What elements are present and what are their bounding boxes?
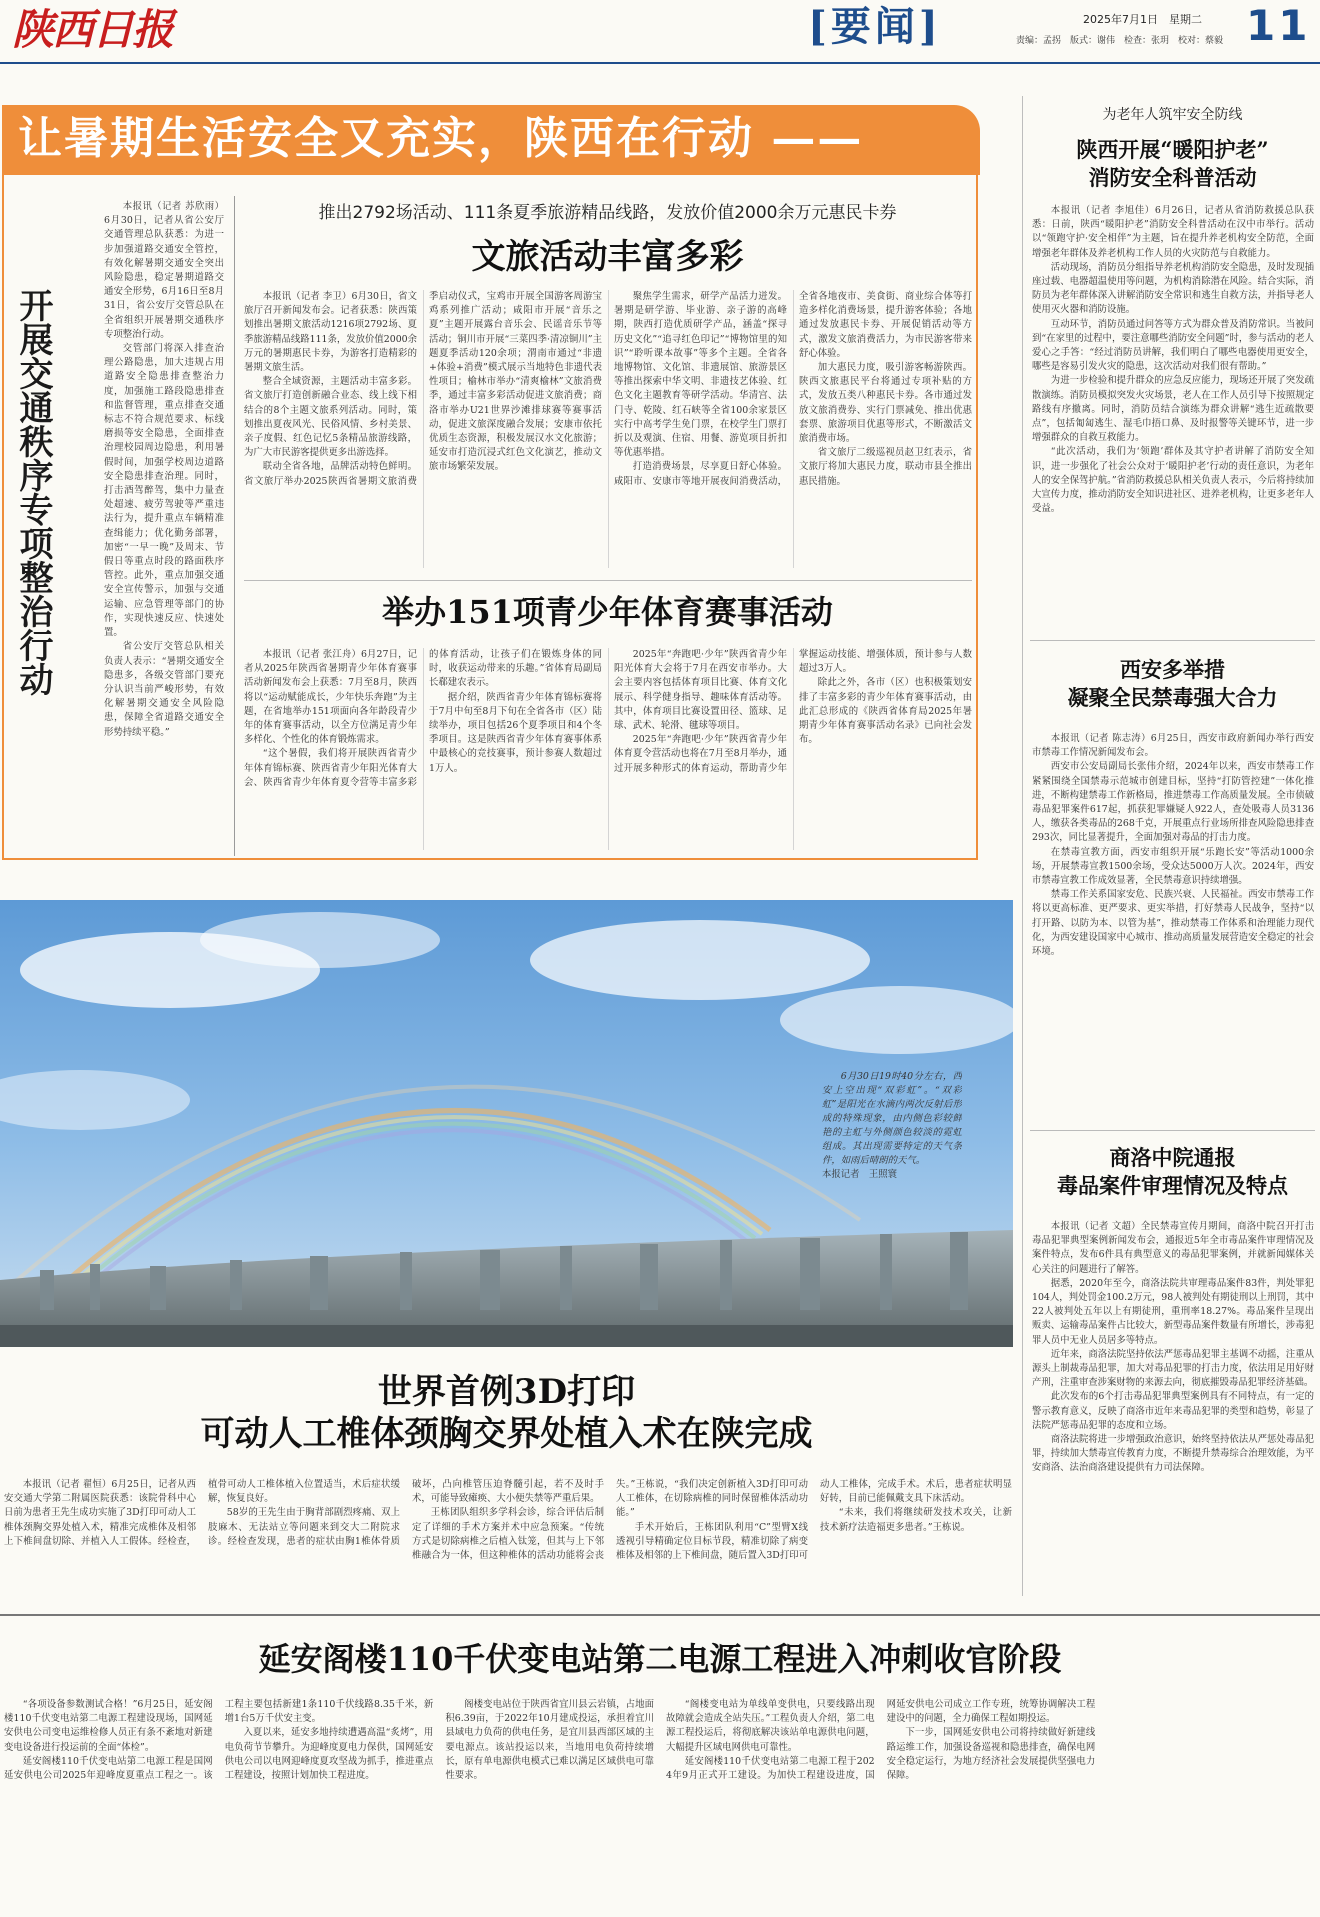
youth-para: 除此之外，各市（区）也积极策划安排了丰富多彩的青少年体育赛事活动，由此汇总形成的《陕西省体育局2025年暑期青少年体育赛事活动名录》已向社会发布。 (799, 677, 972, 746)
spine-para: 王栋团队组织多学科会诊，综合评估后制定了详细的手术方案并术中应急预案。“传统方式是切除病椎之后植入钛笼，但其与上下邻椎融合为一体，但这种椎体的活动功能将会丧失。”王栋说，“我们决定创新植入3D打印可动人工椎体，在切除病椎的同时保留椎体活动功能。” (412, 1479, 808, 1562)
culture-para: 省文旅厅二级巡视员赵卫红表示，省文旅厅将加大惠民力度，联动市县全推出惠民措施。 (799, 447, 972, 487)
page-number: 11 (1246, 1, 1311, 50)
culture-para: 整合全域资源，主题活动丰富多彩。省文旅厅打造创新融合业态、线上线下相结合的8个主题文旅系列活动。同时，策划推出夏夜风光、民俗风情、乡村美景、亲子度假、红色记忆5条精品旅游线路，为广大市民游客提供更多出游选择。 (244, 376, 417, 459)
culture-title: 文旅活动丰富多彩 (471, 237, 744, 277)
spine-body (4, 1478, 1012, 1590)
culture-subtitle: 推出2792场活动、111条夏季旅游精品线路，发放价值2000余万元惠民卡券 (318, 203, 897, 223)
culture-para: 打造消费场景，尽享夏日舒心体验。咸阳市、安康市等地开展夜间消费活动，全省各地夜市、美食街、商业综合体等打造多样化消费场景，提升游客体验；各地通过发放惠民卡券、开展促销活动等方式，激发文旅消费活力，为市民游客带来舒心体验。 (614, 291, 972, 487)
divider (1030, 1130, 1315, 1131)
drugcase-title-2: 毒品案件审理情况及特点 (1057, 1173, 1288, 1198)
photo-caption (822, 1070, 962, 1230)
spine-para: 手术开始后，王栋团队利用“C”型臂X线透视引导精确定位目标节段，精准切除了病变椎体及相邻的上下椎间盘，随后置入3D打印可动人工椎体，完成手术。术后，患者症状明显好转，目前已能佩戴支具下床活动。 (616, 1479, 1012, 1562)
elderly-title-1: 陕西开展“暖阳护老” (1076, 137, 1269, 162)
traffic-article (8, 200, 226, 850)
masthead-rule (0, 62, 1320, 64)
antidrug-para: 禁毒工作关系国家安危、民族兴衰、人民福祉。西安市禁毒工作将以更高标准、更严要求、更实举措，打好禁毒人民战争，坚持“以打开路、以防为本、以管为基”，推动禁毒工作体系和治理能力现代化，为西安建设国家中心城市、推动高质量发展营造安全稳定的社会环境。 (1032, 889, 1314, 958)
elderly-para: 活动现场，消防员分组指导养老机构消防安全隐患，及时发现插座过载、电器超温使用等问题，为机构消除潜在风险。结合实际，消防员为老年群体深入讲解消防安全常识和逃生自救方法，并指导老人使用灭火器和消防设施。 (1032, 261, 1314, 316)
culture-para: 加大惠民力度，吸引游客畅游陕西。陕西文旅惠民平台将通过专项补贴的方式，发放五类八种惠民卡券。各市通过发放文旅消费券、实行门票减免、推出优惠套票、旅游项目优惠等形式，不断激活文旅消费市场。 (799, 362, 972, 445)
editor-credits: 责编：孟拐 版式：谢伟 检查：张玥 校对：蔡毅 (1016, 36, 1224, 46)
youth-para: 2025年“奔跑吧·少年”陕西省青少年体育夏令营活动也将在7月至8月举办，通过开展多种形式的体育运动，帮助青少年掌握运动技能、增强体质，预计参与人数超过3万人。 (614, 649, 972, 774)
drugcase-title-1: 商洛中院通报 (1109, 1145, 1236, 1170)
substation-para: 延安阁楼110千伏变电站第二电源工程是国网延安供电公司2025年迎峰度夏重点工程之一。该工程主要包括新建1条110千伏线路8.35千米，新增1台5万千伏安主变。 (4, 1699, 434, 1782)
substation-para: 阁楼变电站位于陕西省宜川县云岩镇，占地面积6.39亩，于2022年10月建成投运，承担着宜川县域电力负荷的供电任务，是宜川县西部区域的主要电源点。该站投运以来，当地用电负荷持续增长，原有单电源供电模式已难以满足区域供电可靠性要求。 (445, 1699, 654, 1782)
spine-para: 58岁的王先生由于胸背部剧烈疼痛、双上肢麻木、无法站立等问题来到交大二附院求诊。经检查发现，患者的症状由胸1椎体骨质破坏，凸向椎管压迫脊髓引起，若不及时手术，可能导致瘫痪、大小便失禁等严重后果。 (208, 1479, 604, 1547)
traffic-body (104, 200, 224, 850)
section-label: [要闻] (808, 3, 942, 50)
substation-para: “各项设备参数测试合格！”6月25日，延安阁楼110千伏变电站第二电源工程建设现场，国网延安供电公司变电运维检修人员正有条不紊地对新建变电设备进行投运前的全面“体检”。 (4, 1699, 213, 1753)
antidrug-para: 西安市公安局副局长张伟介绍，2024年以来，西安市禁毒工作紧紧围绕全国禁毒示范城市创建目标，坚持“打防管控建”一体化推进，不断构建禁毒工作新格局，推进禁毒工作高质量发展。全市侦破毒品犯罪案件617起，抓获犯罪嫌疑人922人，查处吸毒人员3136人，缴获各类毒品的268千克，开展重点行业场所排查风险隐患排查293次，同比显著提升，全面加强对毒品的打击力度。 (1032, 761, 1314, 844)
drugcase-para: 近年来，商洛法院坚持依法严惩毒品犯罪主基调不动摇，注重从源头上制裁毒品犯罪，加大对毒品犯罪的打击力度，依法用足用好财产刑，注重审查涉案财物的来源去向，彻底摧毁毒品犯罪经济基础。 (1032, 1348, 1314, 1389)
antidrug-title-2: 凝聚全民禁毒强大合力 (1067, 685, 1278, 710)
drugcase-para: 本报讯（记者 文超）全民禁毒宣传月期间，商洛中院召开打击毒品犯罪典型案例新闻发布会，通报近5年全市毒品案件审理情况及案件特点，发布6件具有典型意义的毒品犯罪案例，并就新闻媒体关心关注的问题进行了解答。 (1032, 1221, 1314, 1275)
substation-title: 延安阁楼110千伏变电站第二电源工程进入冲刺收官阶段 (258, 1640, 1062, 1678)
elderly-title-2: 消防安全科普活动 (1088, 165, 1257, 190)
youth-para: “这个暑假，我们将开展陕西省青少年体育锦标赛、陕西省青少年阳光体育大会、陕西省青少年体育夏令营等丰富多彩的体育活动，让孩子们在锻炼身体的同时，收获运动带来的乐趣。”省体育局副局长郗建农表示。 (244, 649, 602, 788)
elderly-para: 本报讯（记者 李旭佳）6月26日，记者从省消防救援总队获悉：日前，陕西“暖阳护老”消防安全科普活动在汉中市举行。活动以“领跑守护·安全相伴”为主题，旨在提升养老机构安全防范，全面增强老年群体及养老机构工作人员的火灾防范与自救能力。 (1032, 205, 1314, 259)
traffic-para: 交管部门将深入排查治理公路隐患，加大违规占用道路安全隐患排查整治力度，加强施工路段隐患排查和监督管理，重点排查交通标志不符合规范要求、标线磨损等安全隐患，全面排查治理校园周边隐患，利用暑假时间，加强学校周边道路安全隐患排查治理。同时，打击酒驾醉驾，集中力量查处超速、疲劳驾驶等严重违法行为，提升重点车辆精准查缉能力；优化勤务部署，加密“一早一晚”及周末、节假日等重点时段的路面秩序管控。此外，重点加强交通安全宣传警示，加强与交通运输、应急管理等部门的协作，实现快速反应、快速处置。 (104, 343, 224, 639)
spine-para: “未来，我们将继续研发技术攻关，让新技术新疗法造福更多患者。”王栋说。 (820, 1507, 1012, 1533)
youth-body (244, 648, 972, 850)
youth-para: 据介绍，陕西省青少年体育锦标赛将于7月中旬至8月下旬在全省各市（区）陆续举办，项目包括26个夏季项目和4个冬季项目。这是陕西省青少年体育赛事体系中最核心的竞技赛事，预计参赛人数超过1万人。 (429, 691, 602, 774)
banner (2, 105, 980, 175)
elderly-para: “此次活动，我们为‘领跑’群体及其守护者讲解了消防安全知识，进一步强化了社会公众对于‘暖阳护老’行动的责任意识，为老年人的安全保驾护航。”省消防救援总队相关负责人表示，今后将持续加大宣传力度，推动消防安全知识进社区、进养老机构，让更多老年人受益。 (1032, 446, 1314, 515)
elderly-kicker: 为老年人筑牢安全防线 (1102, 107, 1243, 123)
spine-title-1: 世界首例3D打印 (377, 1372, 636, 1412)
drugcase-body (1032, 1220, 1314, 1592)
drugcase-para: 据悉，2020年至今，商洛法院共审理毒品案件83件，判处罪犯104人，判处罚金100.2万元，98人被判处有期徒刑以上刑罚，其中22人被判处五年以上有期徒刑，重刑率18.27%。毒品案件呈现出贩卖、运输毒品案件占比较大，新型毒品案件数量有所增长，涉毒犯罪人员中无业人员居多等特点。 (1032, 1277, 1314, 1346)
substation-para: 下一步，国网延安供电公司将持续做好新建线路运维工作，加强设备巡视和隐患排查，确保电网安全稳定运行，为地方经济社会发展提供坚强电力保障。 (886, 1727, 1096, 1782)
antidrug-title-1: 西安多举措 (1120, 657, 1225, 682)
spine-title-2: 可动人工椎体颈胸交界处植入术在陕完成 (200, 1414, 813, 1454)
drugcase-para: 此次发布的6个打击毒品犯罪典型案例具有不同特点，有一定的警示教育意义，反映了商洛市近年来毒品犯罪的类型和趋势，彰显了法院严惩毒品犯罪的态度和立场。 (1032, 1391, 1314, 1431)
youth-para: 2025年“奔跑吧·少年”陕西省青少年阳光体育大会将于7月在西安市举办。大会主要内容包括体育项目比赛、体育文化展示、科学健身指导、趣味体育活动等。其中，体育项目比赛设置田径、篮球、足球、武术、轮滑、毽球等项目。 (614, 649, 787, 732)
youth-title: 举办151项青少年体育赛事活动 (382, 593, 833, 631)
photo-caption-text: 6月30日19时40分左右，西安上空出现“双彩虹”。“双彩虹”是阳光在水滴内两次反射后形成的特殊现象，由内侧色彩较鲜艳的主虹与外侧颜色较淡的霓虹组成。其出现需要特定的天气条件，如雨后晴朗的天气。 (822, 1071, 962, 1166)
culture-para: 聚焦学生需求，研学产品活力迸发。暑期是研学游、毕业游、亲子游的高峰期，陕西打造优质研学产品，涵盖“探寻历史文化”“追寻红色印记”“博物馆里的知识”“聆听课本故事”等多个主题。全省各地博物馆、文化馆、非遗展馆、旅游景区等推出探索中华文明、非遗技艺体验、红色文化主题教育等研学活动。华清宫、法门寺、乾陵、红石峡等全省100余家景区实行中高考学生免门票，在校学生门票打折以及观演、住宿、用餐、游览项目折扣等优惠举措。 (614, 291, 787, 459)
substation-para: 延安阁楼110千伏变电站第二电源工程于2024年9月正式开工建设。为加快工程建设进度，国网延安供电公司成立工作专班，统筹协调解决工程建设中的问题，全力确保工程如期投运。 (665, 1699, 1096, 1782)
culture-body (244, 290, 972, 568)
photo-credit: 本报记者 王照寰 (822, 1169, 898, 1180)
elderly-body (1032, 204, 1314, 624)
divider (234, 196, 235, 856)
newspaper-logo: 陕西日报 (12, 5, 173, 54)
elderly-para: 互动环节，消防员通过问答等方式为群众普及消防常识。当被问到“在家里的过程中，要注意哪些消防安全问题”时，参与活动的老人爱心之手答：“经过消防员讲解，我们明白了哪些电器使用更安全，哪些是容易引发火灾的隐患，这次活动对我们很有帮助。” (1032, 318, 1314, 373)
traffic-para: 省公安厅交管总队相关负责人表示：“暑期交通安全隐患多，各级交管部门要充分认识当前严峻形势，有效化解暑期交通安全风险隐患，保障全省道路交通安全形势持续平稳。” (104, 641, 224, 738)
divider (0, 1614, 1320, 1616)
drugcase-para: 商洛法院将进一步增强政治意识，始终坚持依法从严惩处毒品犯罪，持续加大禁毒宣传教育力度，不断提升禁毒综合治理效能，为平安商洛、法治商洛建设提供有力司法保障。 (1032, 1434, 1314, 1474)
youth-para: 本报讯（记者 张江舟）6月27日，记者从2025年陕西省暑期青少年体育赛事活动新闻发布会上获悉：7月至8月，陕西将以“运动赋能成长，少年快乐奔跑”为主题，在省地举办151项面向各年龄段青少年的体育赛事活动，以全方位满足青少年多样化、个性化的体育锻炼需求。 (244, 649, 417, 746)
substation-body (4, 1698, 1316, 1912)
elderly-para: 为进一步检验和提升群众的应急反应能力，现场还开展了突发疏散演练。消防员模拟突发火灾场景，老人在工作人员引导下按照规定路线有序撤离。同时，消防员结合演练为群众讲解“逃生近疏散要点”，包括匍匐逃生、湿毛巾捂口鼻、及时报警等关键环节，进一步增强群众的自救互救能力。 (1032, 375, 1314, 444)
masthead (0, 0, 1320, 62)
antidrug-para: 本报讯（记者 陈志涛）6月25日，西安市政府新闻办举行西安市禁毒工作情况新闻发布会。 (1032, 733, 1314, 759)
culture-para: 联动全省各地，品牌活动特色鲜明。省文旅厅举办2025陕西省暑期文旅消费季启动仪式，宝鸡市开展全国游客周游宝鸡系列推广活动；咸阳市开展“音乐之夏”主题开展露台音乐会、民谣音乐节等活动；铜川市开展“三菜四季·清凉铜川”主题夏季活动120余项；渭南市通过“非遗+体验+消费”模式展示当地特色非遗代表性项目；榆林市举办“清爽榆林”文旅消费季，通过丰富多彩活动促进文旅消费；商洛市举办U21世界沙滩排球赛等赛事活动，促进文旅深度融合发展；安康市依托优质生态资源，积极发展汉水文化旅游；延安市打造沉浸式红色文化演艺，推动文旅市场繁荣发展。 (244, 291, 602, 487)
culture-para: 本报讯（记者 李卫）6月30日，省文旅厅召开新闻发布会。记者获悉：陕西策划推出暑期文旅活动1216项2792场、夏季旅游精品线路111条，发放价值2000余万元的暑期惠民卡券，为游客打造精彩的暑期文旅生活。 (244, 291, 418, 374)
spine-para: 本报讯（记者 翟恒）6月25日，记者从西安交通大学第二附属医院获悉：该院骨科中心日前为患者王先生成功实施了3D打印可动人工椎体颈胸交界处植入术，精准完成椎体及相邻上下椎间盘切除、并植入人工假体。经检查，植骨可动人工椎体植入位置适当，术后症状缓解，恢复良好。 (4, 1479, 400, 1547)
antidrug-body (1032, 732, 1314, 1122)
traffic-para: 本报讯（记者 苏欣雨）6月30日，记者从省公安厅交通管理总队获悉：为进一步加强道路交通安全管控，有效化解暑期交通安全突出风险隐患，稳定暑期道路交通安全形势，6月16日至8月31日，省公安厅交管总队在全省组织开展暑期交通秩序专项整治行动。 (104, 201, 224, 340)
substation-para: “阁楼变电站为单线单变供电，只要线路出现故障就会造成全站失压。”工程负责人介绍，第二电源工程投运后，将彻底解决该站单电源供电问题，大幅提升区域电网供电可靠性。 (665, 1699, 875, 1753)
substation-para: 入夏以来，延安多地持续遭遇高温“炙烤”，用电负荷节节攀升。为迎峰度夏电力保供，国网延安供电公司以电网迎峰度夏攻坚战为抓手，推进重点工程建设，按照计划加快工程进度。 (224, 1727, 434, 1782)
traffic-title: 开展交通秩序专项整治行动 (13, 288, 53, 696)
divider (1022, 96, 1023, 1596)
banner-title: 让暑期生活安全又充实，陕西在行动 —— (18, 113, 864, 164)
divider (1030, 640, 1315, 641)
divider (244, 580, 972, 581)
antidrug-para: 在禁毒宣教方面，西安市组织开展“乐跑长安”等活动1000余场，开展禁毒宣教1500余场，受众达5000万人次。2024年，西安市禁毒宣教工作成效显著，全民禁毒意识持续增强。 (1032, 846, 1314, 887)
issue-date: 2025年7月1日 星期二 (1083, 13, 1202, 26)
